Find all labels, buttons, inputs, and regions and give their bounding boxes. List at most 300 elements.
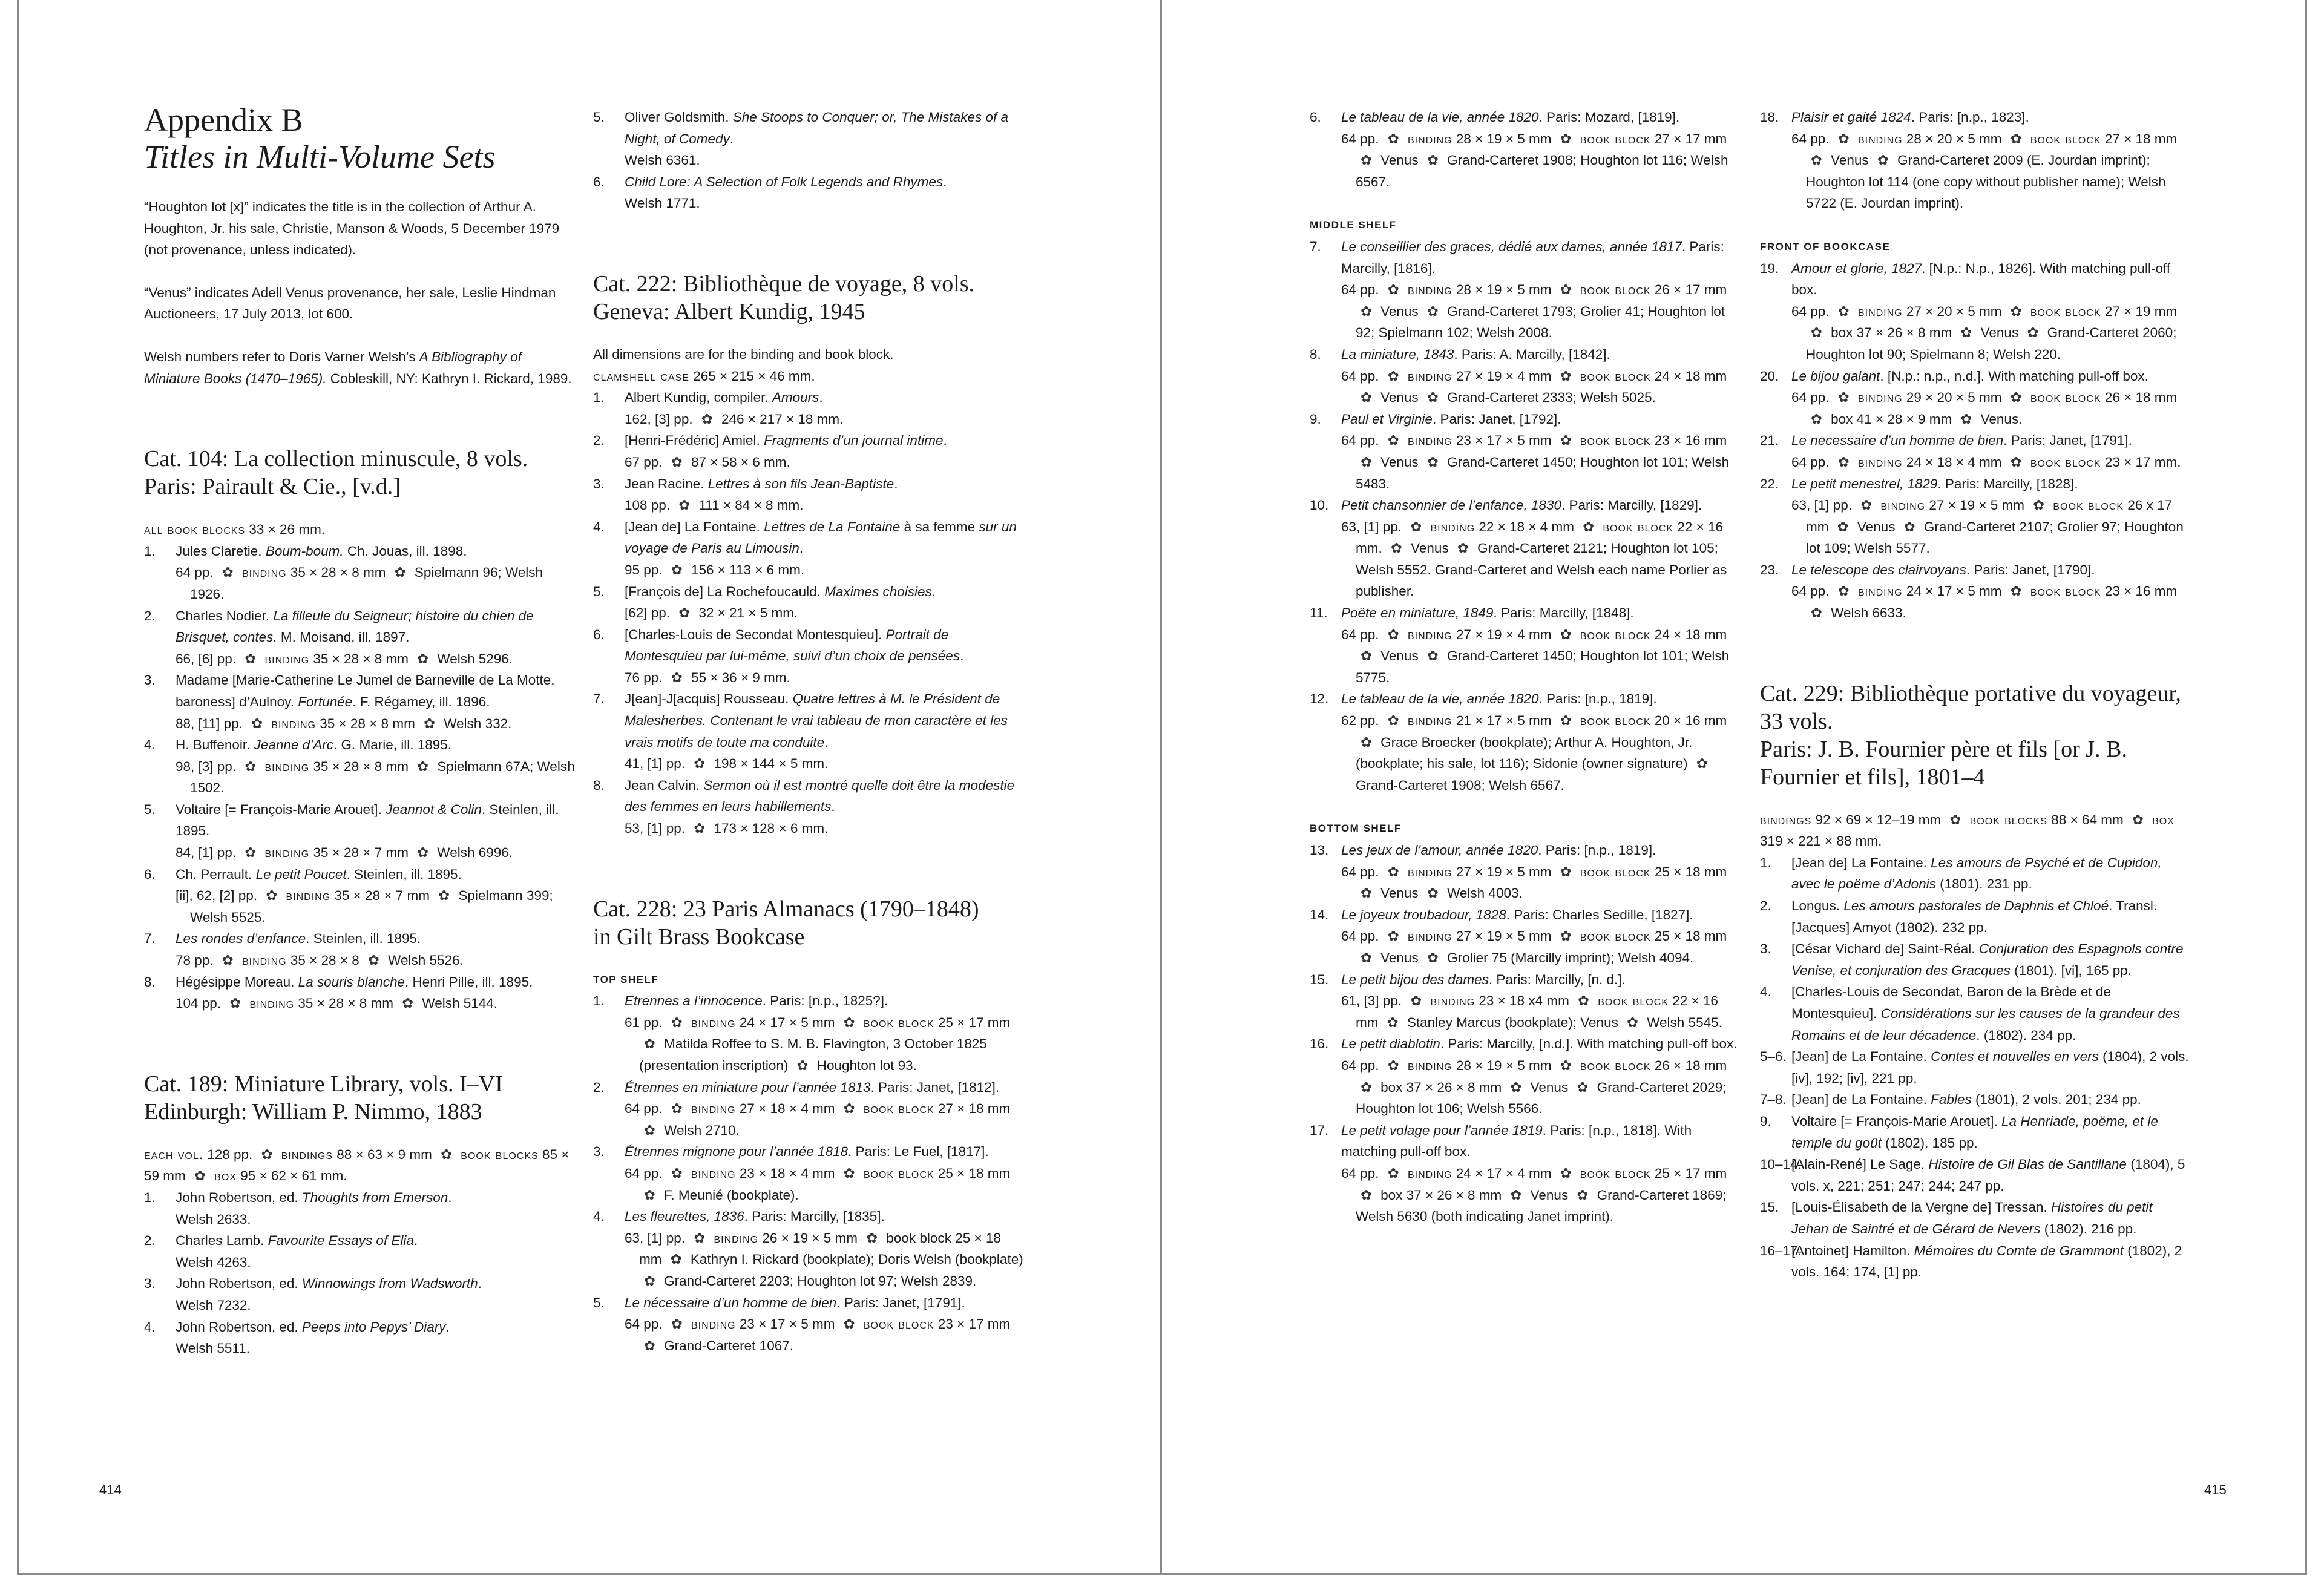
entry-title-line: Oliver Goldsmith. She Stoops to Conquer; or, The Mistakes of a Night, of Comedy.	[625, 110, 1009, 146]
detail-label: book block	[1580, 433, 1651, 448]
title-italic: Maximes choisies	[824, 583, 932, 599]
fleuron-separator-icon: ✿	[1361, 885, 1372, 901]
entry-details: 78 pp. ✿ binding 35 × 28 × 8 ✿ Welsh 5526.	[176, 953, 464, 968]
fleuron-separator-icon: ✿	[671, 669, 683, 685]
fleuron-separator-icon: ✿	[245, 845, 257, 861]
catalog-entry	[593, 107, 1024, 171]
detail-label: book block	[1580, 1165, 1651, 1181]
detail-label: binding	[1407, 626, 1452, 642]
entry-title-line: [François de] La Rochefoucauld. Maximes choisies.	[625, 583, 936, 599]
catalog-entry	[593, 1077, 1024, 1141]
entry-details: [62] pp. ✿ 32 × 21 × 5 mm.	[625, 605, 798, 621]
catalog-entry	[1760, 107, 2191, 214]
left-page-column-1	[144, 102, 575, 1359]
entry-number: 20.	[1760, 368, 1779, 384]
entry-details: 64 pp. ✿ binding 24 × 18 × 4 mm ✿ book block 23 × 17 mm.	[1791, 454, 2181, 470]
entry-number: 18.	[1760, 110, 1779, 125]
detail-label: book blocks	[461, 1146, 539, 1162]
catalog-entry	[593, 516, 1024, 581]
catalog-entry	[144, 864, 575, 928]
entry-number: 4.	[144, 737, 156, 753]
title-italic: Conjuration des Espagnols contre Venise, et conjuration des Gracques	[1791, 941, 2184, 978]
entry-title-line: Albert Kundig, compiler. Amours.	[625, 390, 823, 406]
title-italic: Amour et glorie, 1827	[1791, 260, 1922, 276]
entry-title-line: Ch. Perrault. Le petit Poucet. Steinlen, ill. 1895.	[176, 866, 462, 882]
catalog-entry	[144, 734, 575, 799]
fleuron-separator-icon: ✿	[1426, 950, 1439, 965]
entry-number: 8.	[1310, 346, 1321, 362]
fleuron-separator-icon: ✿	[2033, 498, 2045, 513]
title-italic: Peeps into Pepys’ Diary	[301, 1319, 446, 1335]
catalog-entry	[144, 1316, 575, 1359]
entry-details: 64 pp. ✿ binding 24 × 17 × 5 mm ✿ book block 23 × 16 mm ✿ Welsh 6633.	[1791, 583, 2178, 621]
title-italic: Le necessaire d’un homme de bien	[1791, 433, 2004, 448]
catalog-entry	[1310, 409, 1741, 494]
entry-title-line: [César Vichard de] Saint-Réal. Conjuration des Espagnols contre Venise, et conjuration des Gracques (1801). [vi], 165 pp.	[1791, 941, 2184, 978]
fleuron-separator-icon: ✿	[1426, 390, 1439, 406]
detail-label: book block	[863, 1165, 934, 1181]
left-page-column-2	[593, 107, 1024, 1356]
detail-label: binding	[1407, 713, 1452, 729]
fleuron-separator-icon: ✿	[1387, 433, 1399, 448]
fleuron-separator-icon: ✿	[417, 651, 429, 666]
fleuron-separator-icon: ✿	[1426, 303, 1439, 319]
shelf-subheading: MIDDLE SHELF	[1310, 219, 1397, 231]
title-italic: Les amours de Psyché et de Cupidon, avec le poëme d’Adonis	[1791, 855, 2162, 892]
entry-title-line: Madame [Marie-Catherine Le Jumel de Barneville de La Motte, baroness] d’Aulnoy. Fortunée. F. Régamey, ill. 1896.	[176, 672, 555, 709]
entry-title-line: Petit chansonnier de l’enfance, 1830. Paris: Marcilly, [1829].	[1341, 498, 1702, 513]
detail-label: all book blocks	[144, 522, 246, 537]
title-italic: Histoires du petit Jehan de Saintré et de Gérard de Nevers	[1791, 1200, 2153, 1237]
title-italic: Fables	[1931, 1092, 1972, 1108]
fleuron-separator-icon: ✿	[1560, 713, 1572, 729]
fleuron-separator-icon: ✿	[1560, 368, 1572, 384]
entry-title-line: Plaisir et gaité 1824. Paris: [n.p., 1823].	[1791, 110, 2029, 125]
entry-details: 64 pp. ✿ binding 28 × 20 × 5 mm ✿ book block 27 × 18 mm ✿ Venus ✿ Grand-Carteret 2009 (E. Jourdan imprint); Houghton lot 114 (one copy without publisher name); Welsh 5722 (E. Jourdan imprint).	[1791, 131, 2178, 211]
entry-title-line: Étrennes mignone pour l’année 1818. Paris: Le Fuel, [1817].	[625, 1144, 989, 1160]
fleuron-separator-icon: ✿	[671, 1101, 683, 1117]
entry-number: 3.	[593, 1144, 605, 1160]
fleuron-separator-icon: ✿	[644, 1122, 655, 1138]
catalog-entry	[1760, 1089, 2191, 1111]
entry-title-line: Child Lore: A Selection of Folk Legends and Rhymes.	[625, 174, 947, 189]
entry-details: Welsh 5511.	[176, 1341, 250, 1356]
catalog-entry	[1760, 895, 2191, 938]
fleuron-separator-icon: ✿	[1361, 950, 1372, 965]
catalog-entry	[1310, 1033, 1741, 1119]
fleuron-separator-icon: ✿	[1387, 131, 1399, 146]
entry-title-line: J[ean]-J[acquis] Rousseau. Quatre lettres à M. le Président de Malesherbes. Contenant le vrai tableau de mon caractère et les vrais motifs de toute ma conduite.	[625, 691, 1008, 750]
detail-label: binding	[241, 565, 287, 580]
section-dimensions: clamshell case 265 × 215 × 46 mm.	[593, 368, 815, 384]
detail-label: book block	[2030, 131, 2101, 146]
entry-details: 162, [3] pp. ✿ 246 × 217 × 18 mm.	[625, 411, 844, 427]
entry-title-line: H. Buffenoir. Jeanne d’Arc. G. Marie, ill. 1895.	[176, 737, 452, 753]
detail-label: binding	[1407, 1057, 1452, 1073]
fleuron-separator-icon: ✿	[843, 1014, 855, 1030]
entry-details: 64 pp. ✿ binding 27 × 19 × 5 mm ✿ book block 25 × 18 mm ✿ Venus ✿ Welsh 4003.	[1341, 864, 1727, 901]
fleuron-separator-icon: ✿	[2010, 131, 2022, 146]
entry-number: 14.	[1310, 907, 1329, 922]
fleuron-separator-icon: ✿	[1860, 498, 1873, 513]
entry-number: 19.	[1760, 260, 1779, 276]
fleuron-separator-icon: ✿	[644, 1036, 655, 1052]
title-italic: Amours	[772, 390, 819, 406]
entry-number: 1.	[144, 1190, 156, 1205]
entry-title-line: [Charles-Louis de Secondat, Baron de la Brède et de Montesquieu]. Considérations sur les causes de la grandeur des Romains et de leur décadence. (1802). 234 pp.	[1791, 984, 2180, 1043]
catalog-entry	[144, 971, 575, 1014]
title-italic: Mémoires du Comte de Grammont	[1914, 1243, 2124, 1258]
entry-title-line: John Robertson, ed. Winnowings from Wadsworth.	[176, 1276, 482, 1292]
fleuron-separator-icon: ✿	[1510, 1079, 1522, 1095]
fleuron-separator-icon: ✿	[1361, 303, 1372, 319]
fleuron-separator-icon: ✿	[1577, 1079, 1589, 1095]
title-italic: Les jeux de l’amour, année 1820	[1341, 842, 1538, 858]
detail-label: book blocks	[1969, 812, 2048, 827]
detail-label: book block	[2030, 390, 2101, 406]
catalog-entry	[1760, 938, 2191, 981]
entry-title-line: Le necessaire d’un homme de bien. Paris: Janet, [1791].	[1791, 433, 2132, 448]
fleuron-separator-icon: ✿	[261, 1146, 273, 1162]
detail-label: binding	[1857, 131, 1903, 146]
entry-details: 104 pp. ✿ binding 35 × 28 × 8 mm ✿ Welsh 5144.	[176, 996, 498, 1011]
detail-label: binding	[264, 845, 310, 861]
catalog-heading: Cat. 228: 23 Paris Almanacs (1790–1848) in Gilt Brass Bookcase	[593, 896, 979, 950]
title-italic: A Bibliography of Miniature Books (1470–1965).	[144, 349, 522, 386]
detail-label: binding	[1407, 433, 1452, 448]
title-italic: La souris blanche	[298, 974, 405, 990]
detail-label: binding	[1880, 498, 1926, 513]
fleuron-separator-icon: ✿	[424, 715, 435, 731]
page-number-left: 414	[99, 1482, 122, 1497]
detail-label: binding	[691, 1165, 736, 1181]
entry-title-line: [Jean] de La Fontaine. Fables (1801), 2 vols. 201; 234 pp.	[1791, 1092, 2141, 1108]
fleuron-separator-icon: ✿	[1387, 713, 1399, 729]
detail-label: book block	[1580, 368, 1651, 384]
entry-number: 16–17.	[1760, 1243, 1802, 1258]
entry-title-line: [Henri-Frédéric] Amiel. Fragments d’un journal intime.	[625, 433, 947, 448]
title-italic: Le telescope des clairvoyans	[1791, 562, 1966, 577]
entry-number: 1.	[144, 543, 156, 559]
fleuron-separator-icon: ✿	[1837, 131, 1850, 146]
title-italic: Poëte en miniature, 1849	[1341, 605, 1494, 621]
fleuron-separator-icon: ✿	[1387, 1057, 1399, 1073]
fleuron-separator-icon: ✿	[1361, 1187, 1372, 1203]
catalog-entry	[593, 990, 1024, 1076]
title-italic: Sermon où il est montré quelle doit être la modestie des femmes en leurs habillements	[625, 777, 1015, 815]
entry-details: 61, [3] pp. ✿ binding 23 × 18 x4 mm ✿ book block 22 × 16 mm ✿ Stanley Marcus (bookplate); Venus ✿ Welsh 5545.	[1341, 993, 1722, 1030]
title-italic: Les rondes d’enfance	[176, 931, 306, 947]
catalog-entry	[144, 540, 575, 605]
entry-title-line: [Jean de] La Fontaine. Les amours de Psyché et de Cupidon, avec le poëme d’Adonis (1801). 231 pp.	[1791, 855, 2162, 892]
detail-label: bindings	[281, 1146, 333, 1162]
entry-number: 4.	[593, 519, 605, 534]
fleuron-separator-icon: ✿	[694, 756, 706, 772]
entry-details: 64 pp. ✿ binding 24 × 17 × 4 mm ✿ book block 25 × 17 mm ✿ box 37 × 26 × 8 mm ✿ Venus ✿ Grand-Carteret 1869; Welsh 5630 (both indicating Janet imprint).	[1341, 1165, 1727, 1224]
catalog-entry	[1310, 839, 1741, 904]
entry-number: 1.	[1760, 855, 1771, 870]
title-italic: Jeannot & Colin	[386, 801, 482, 817]
fleuron-separator-icon: ✿	[644, 1338, 655, 1353]
entry-title-line: Amour et glorie, 1827. [N.p.: N.p., 1826]. With matching pull-off box.	[1791, 260, 2171, 298]
detail-label: binding	[286, 888, 331, 904]
detail-label: book block	[1598, 993, 1669, 1009]
fleuron-separator-icon: ✿	[1510, 1187, 1522, 1203]
fleuron-separator-icon: ✿	[843, 1165, 855, 1181]
detail-label: binding	[1857, 303, 1903, 319]
entry-title-line: La miniature, 1843. Paris: A. Marcilly, [1842].	[1341, 346, 1610, 362]
entry-details: 61 pp. ✿ binding 24 × 17 × 5 mm ✿ book block 25 × 17 mm ✿ Matilda Roffee to S. M. B. Flavington, 3 October 1825 (presentation inscription) ✿ Houghton lot 93.	[625, 1014, 1011, 1073]
entry-number: 12.	[1310, 691, 1329, 707]
title-italic: Child Lore: A Selection of Folk Legends and Rhymes	[625, 174, 944, 189]
entry-number: 3.	[593, 476, 605, 491]
entry-number: 5–6.	[1760, 1049, 1787, 1065]
detail-label: book block	[2030, 583, 2101, 599]
title-italic: Jeanne d’Arc	[254, 737, 334, 753]
entry-number: 9.	[1310, 411, 1321, 427]
entry-number: 3.	[144, 672, 156, 688]
entry-title-line: Jean Calvin. Sermon où il est montré quelle doit être la modestie des femmes en leurs habillements.	[625, 777, 1015, 815]
title-italic: Le petit Poucet	[255, 866, 347, 882]
entry-details: 64 pp. ✿ binding 27 × 19 × 4 mm ✿ book block 24 × 18 mm ✿ Venus ✿ Grand-Carteret 2333; Welsh 5025.	[1341, 368, 1727, 406]
entry-title-line: Le nécessaire d’un homme de bien. Paris: Janet, [1791].	[625, 1295, 965, 1310]
entry-details: 63, [1] pp. ✿ binding 27 × 19 × 5 mm ✿ book block 26 x 17 mm ✿ Venus ✿ Grand-Carteret 2107; Grolier 97; Houghton lot 109; Welsh 5577.	[1791, 498, 2184, 556]
entry-number: 13.	[1310, 842, 1329, 858]
fleuron-separator-icon: ✿	[1426, 454, 1439, 470]
entry-details: 63, [1] pp. ✿ binding 26 × 19 × 5 mm ✿ book block 25 × 18 mm ✿ Kathryn I. Rickard (bookplate); Doris Welsh (bookplate) ✿ Grand-Carteret 2203; Houghton lot 97; Welsh 2839.	[625, 1230, 1023, 1289]
fleuron-separator-icon: ✿	[1560, 864, 1572, 879]
fleuron-separator-icon: ✿	[1837, 519, 1849, 534]
fleuron-separator-icon: ✿	[1627, 1014, 1638, 1030]
entry-number: 7.	[593, 691, 605, 707]
fleuron-separator-icon: ✿	[796, 1058, 809, 1073]
title-italic: She Stoops to Conquer; or, The Mistakes of a Night, of Comedy	[625, 110, 1009, 146]
entry-details: Welsh 1771.	[625, 195, 700, 211]
fleuron-separator-icon: ✿	[266, 888, 278, 904]
entry-number: 10–14.	[1760, 1157, 1802, 1172]
appendix-subtitle: Titles in Multi-Volume Sets	[144, 139, 496, 175]
fleuron-separator-icon: ✿	[1426, 885, 1439, 901]
entry-title-line: Le joyeux troubadour, 1828. Paris: Charles Sedille, [1827].	[1341, 907, 1693, 922]
fleuron-separator-icon: ✿	[2010, 390, 2022, 406]
entry-title-line: Le telescope des clairvoyans. Paris: Janet, [1790].	[1791, 562, 2095, 577]
title-italic: sur un voyage de Paris au Limousin	[625, 519, 1017, 556]
fleuron-separator-icon: ✿	[1361, 454, 1372, 470]
book-spine-divider	[1160, 0, 1162, 1575]
entry-details: 62 pp. ✿ binding 21 × 17 × 5 mm ✿ book block 20 × 16 mm ✿ Grace Broecker (bookplate); Arthur A. Houghton, Jr. (bookplate; his sale, lot 116); Sidonie (owner signature) ✿ Grand-Carteret 1908; Welsh 6567.	[1341, 713, 1727, 793]
catalog-entry	[1760, 852, 2191, 895]
entry-title-line: [Jean] de La Fontaine. Contes et nouvelles en vers (1804), 2 vols. [iv], 192; [iv], 221 pp.	[1791, 1049, 2189, 1086]
catalog-entry	[1310, 236, 1741, 344]
appendix-note: “Houghton lot [x]” indicates the title is in the collection of Arthur A. Houghton, Jr. his sale, Christie, Manson & Woods, 5 December 1979 (not provenance, unless indicated).	[144, 199, 560, 258]
catalog-entry	[144, 1187, 575, 1230]
shelf-subheading: TOP SHELF	[593, 973, 659, 985]
catalog-entry	[593, 775, 1024, 839]
catalog-entry	[593, 1292, 1024, 1357]
fleuron-separator-icon: ✿	[2010, 454, 2022, 470]
fleuron-separator-icon: ✿	[251, 715, 263, 731]
fleuron-separator-icon: ✿	[1811, 325, 1822, 341]
fleuron-separator-icon: ✿	[1387, 928, 1399, 944]
fleuron-separator-icon: ✿	[1560, 626, 1572, 642]
entry-number: 10.	[1310, 498, 1329, 513]
detail-label: book block	[1580, 131, 1651, 146]
entry-details: 64 pp. ✿ binding 23 × 17 × 5 mm ✿ book block 23 × 16 mm ✿ Venus ✿ Grand-Carteret 1450; Houghton lot 101; Welsh 5483.	[1341, 433, 1730, 491]
entry-details: 64 pp. ✿ binding 27 × 18 × 4 mm ✿ book block 27 × 18 mm ✿ Welsh 2710.	[625, 1101, 1011, 1138]
entry-title-line: Voltaire [= François-Marie Arouet]. La Henriade, poëme, et le temple du goût (1802). 185 pp.	[1791, 1113, 2158, 1151]
entry-number: 16.	[1310, 1036, 1329, 1052]
section-note: All dimensions are for the binding and book block.	[593, 346, 894, 362]
detail-label: book block	[1580, 713, 1651, 729]
entry-details: 64 pp. ✿ binding 29 × 20 × 5 mm ✿ book block 26 × 18 mm ✿ box 41 × 28 × 9 mm ✿ Venus.	[1791, 390, 2178, 427]
detail-label: binding	[241, 953, 287, 968]
fleuron-separator-icon: ✿	[1811, 411, 1822, 427]
entry-title-line: Charles Lamb. Favourite Essays of Elia.	[176, 1233, 418, 1249]
entry-details: 64 pp. ✿ binding 27 × 20 × 5 mm ✿ book block 27 × 19 mm ✿ box 37 × 26 × 8 mm ✿ Venus ✿ Grand-Carteret 2060; Houghton lot 90; Spielmann 8; Welsh 220.	[1791, 303, 2178, 362]
entry-title-line: Poëte en miniature, 1849. Paris: Marcilly, [1848].	[1341, 605, 1634, 621]
fleuron-separator-icon: ✿	[222, 953, 234, 968]
detail-label: each vol.	[144, 1146, 203, 1162]
catalog-entry	[1760, 1154, 2191, 1197]
detail-label: binding	[1430, 993, 1475, 1009]
fleuron-separator-icon: ✿	[1361, 1079, 1372, 1095]
catalog-entry	[1760, 1197, 2191, 1240]
entry-number: 4.	[593, 1209, 605, 1224]
entry-title-line: Les rondes d’enfance. Steinlen, ill. 1895.	[176, 931, 421, 947]
entry-number: 5.	[593, 1295, 605, 1310]
entry-title-line: Le conseillier des graces, dédié aux dames, année 1817. Paris: Marcilly, [1816].	[1341, 238, 1724, 276]
fleuron-separator-icon: ✿	[670, 1252, 682, 1267]
entry-number: 6.	[593, 626, 605, 642]
catalog-entry	[1760, 1046, 2191, 1089]
entry-number: 15.	[1310, 971, 1329, 987]
detail-label: book block	[1580, 864, 1651, 879]
fleuron-separator-icon: ✿	[1410, 519, 1422, 534]
entry-title-line: Le tableau de la vie, année 1820. Paris: Mozard, [1819].	[1341, 110, 1680, 125]
title-italic: Boum-boum.	[265, 543, 344, 559]
catalog-entry	[593, 1206, 1024, 1292]
entry-details: Welsh 6361.	[625, 153, 700, 168]
title-italic: Winnowings from Wadsworth	[301, 1276, 478, 1292]
entry-title-line: Les fleurettes, 1836. Paris: Marcilly, [1835].	[625, 1209, 885, 1224]
detail-label: binding	[1407, 368, 1452, 384]
detail-label: book block	[2030, 303, 2101, 319]
detail-label: book block	[863, 1014, 934, 1030]
detail-label: binding	[1407, 282, 1452, 298]
entry-details: 64 pp. ✿ binding 27 × 19 × 4 mm ✿ book block 24 × 18 mm ✿ Venus ✿ Grand-Carteret 1450; Houghton lot 101; Welsh 5775.	[1341, 626, 1730, 685]
fleuron-separator-icon: ✿	[1837, 583, 1850, 599]
entry-details: 64 pp. ✿ binding 27 × 19 × 5 mm ✿ book block 25 × 18 mm ✿ Venus ✿ Grolier 75 (Marcilly imprint); Welsh 4094.	[1341, 928, 1727, 965]
entry-title-line: Voltaire [= François-Marie Arouet]. Jeannot & Colin. Steinlen, ill. 1895.	[176, 801, 559, 839]
fleuron-separator-icon: ✿	[1560, 1057, 1572, 1073]
fleuron-separator-icon: ✿	[194, 1168, 206, 1184]
entry-details: 66, [6] pp. ✿ binding 35 × 28 × 8 mm ✿ Welsh 5296.	[176, 651, 513, 666]
catalog-entry	[593, 387, 1024, 430]
detail-label: binding	[691, 1316, 736, 1332]
fleuron-separator-icon: ✿	[1361, 390, 1372, 406]
section-dimensions: all book blocks 33 × 26 mm.	[144, 522, 326, 537]
entry-details: 88, [11] pp. ✿ binding 35 × 28 × 8 mm ✿ Welsh 332.	[176, 715, 512, 731]
fleuron-separator-icon: ✿	[394, 565, 406, 580]
entry-details: 41, [1] pp. ✿ 198 × 144 × 5 mm.	[625, 756, 829, 772]
title-italic: La Henriade, poëme, et le temple du goût	[1791, 1113, 2158, 1151]
detail-label: binding	[271, 715, 316, 731]
detail-label: binding	[1407, 864, 1452, 879]
detail-label: binding	[1857, 454, 1903, 470]
detail-label: book block	[2053, 498, 2124, 513]
catalog-heading: Cat. 229: Bibliothèque portative du voyageur, 33 vols. Paris: J. B. Fournier père et fils [or J. B. Fournier et fils], 1801–4	[1760, 680, 2182, 790]
right-page-column-1	[1310, 107, 1741, 1227]
detail-label: clamshell case	[593, 368, 689, 384]
title-italic: Le petit diablotin	[1341, 1036, 1440, 1052]
detail-label: binding	[1407, 928, 1452, 944]
entry-number: 3.	[1760, 941, 1771, 957]
detail-label: box	[214, 1168, 237, 1184]
entry-title-line: Jules Claretie. Boum-boum. Ch. Jouas, ill. 1898.	[176, 543, 467, 559]
entry-title-line: Hégésippe Moreau. La souris blanche. Henri Pille, ill. 1895.	[176, 974, 533, 990]
title-italic: Lettres de La Fontaine	[764, 519, 901, 534]
detail-label: binding	[691, 1014, 736, 1030]
title-italic: La filleule du Seigneur; histoire du chien de Brisquet, contes.	[176, 608, 534, 645]
fleuron-separator-icon: ✿	[1361, 734, 1372, 750]
entry-number: 9.	[1760, 1113, 1771, 1129]
title-italic: Fortunée	[298, 694, 353, 709]
entry-number: 8.	[593, 777, 605, 793]
catalog-entry	[1310, 1120, 1741, 1227]
fleuron-separator-icon: ✿	[671, 1165, 683, 1181]
catalog-heading: Cat. 189: Miniature Library, vols. I–VI Edinburgh: William P. Nimmo, 1883	[144, 1071, 503, 1125]
entry-title-line: Paul et Virginie. Paris: Janet, [1792].	[1341, 411, 1561, 427]
fleuron-separator-icon: ✿	[671, 562, 683, 577]
entry-title-line: Jean Racine. Lettres à son fils Jean-Baptiste.	[625, 476, 898, 491]
appendix-note: Welsh numbers refer to Doris Varner Welsh’s A Bibliography of Miniature Books (1470–1965). Cobleskill, NY: Kathryn I. Rickard, 1989.	[144, 349, 572, 386]
entry-number: 2.	[144, 1233, 156, 1249]
entry-number: 1.	[593, 993, 605, 1009]
detail-label: book block	[1580, 928, 1651, 944]
catalog-heading: Cat. 222: Bibliothèque de voyage, 8 vols. Geneva: Albert Kundig, 1945	[593, 271, 975, 324]
fleuron-separator-icon: ✿	[1387, 864, 1399, 879]
fleuron-separator-icon: ✿	[441, 1146, 453, 1162]
fleuron-separator-icon: ✿	[1577, 1187, 1589, 1203]
fleuron-separator-icon: ✿	[1960, 325, 1972, 341]
catalog-entry	[1760, 430, 2191, 473]
entry-number: 6.	[144, 866, 156, 882]
fleuron-separator-icon: ✿	[843, 1316, 855, 1332]
entry-number: 7.	[1310, 238, 1321, 254]
catalog-entry	[1760, 559, 2191, 624]
entry-details: 108 pp. ✿ 111 × 84 × 8 mm.	[625, 498, 804, 513]
fleuron-separator-icon: ✿	[1560, 131, 1572, 146]
fleuron-separator-icon: ✿	[1457, 540, 1469, 556]
catalog-entry	[1310, 688, 1741, 796]
title-italic: Le petit bijou des dames	[1341, 971, 1489, 987]
title-italic: Le petit menestrel, 1829	[1791, 476, 1938, 491]
catalog-entry	[593, 581, 1024, 624]
catalog-entry	[144, 928, 575, 971]
entry-details: 64 pp. ✿ binding 23 × 17 × 5 mm ✿ book block 23 × 17 mm ✿ Grand-Carteret 1067.	[625, 1316, 1011, 1353]
shelf-subheading: FRONT OF BOOKCASE	[1760, 240, 1891, 252]
detail-label: book block	[1603, 519, 1674, 534]
title-italic: Considérations sur les causes de la grandeur des Romains et de leur décadence	[1791, 1006, 2180, 1043]
title-italic: Paul et Virginie	[1341, 411, 1433, 427]
entry-title-line: [Charles-Louis de Secondat Montesquieu]. Portrait de Montesquieu par lui-même, suivi d’un choix de pensées.	[625, 626, 964, 664]
entry-number: 2.	[1760, 898, 1771, 914]
title-italic: Le tableau de la vie, année 1820	[1341, 691, 1539, 707]
catalog-entry	[593, 1141, 1024, 1206]
title-italic: Étrennes en miniature pour l’année 1813	[625, 1079, 871, 1095]
entry-details: 67 pp. ✿ 87 × 58 × 6 mm.	[625, 454, 790, 470]
entry-title-line: [Louis-Élisabeth de la Vergne de] Tressan. Histoires du petit Jehan de Saintré et de Gérard de Nevers (1802). 216 pp.	[1791, 1200, 2153, 1237]
